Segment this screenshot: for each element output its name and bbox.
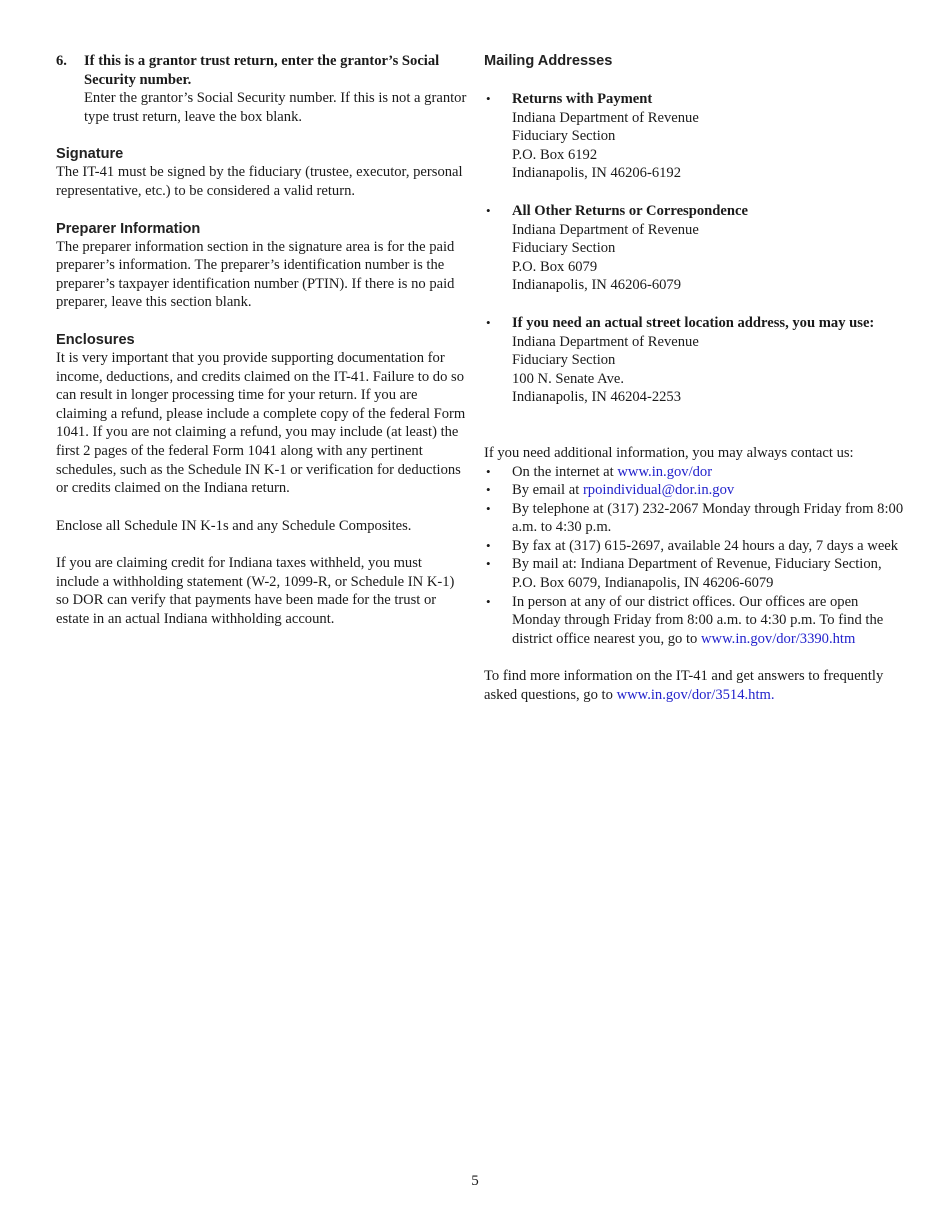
- bullet: •: [486, 91, 491, 106]
- contact-email-text: By email at: [512, 482, 583, 499]
- preparer-body: The preparer information section in the signature area is for the paid preparer’s information. The preparer’s identification number is the preparer’s taxpayer identification number (PTIN). If there is no paid preparer, leave this section blank.: [56, 238, 455, 311]
- address-line: Indianapolis, IN 46206-6079: [512, 277, 682, 294]
- address-line: 100 N. Senate Ave.: [512, 370, 624, 387]
- address-line: Fiduciary Section: [512, 240, 616, 257]
- address-list: [484, 90, 904, 407]
- contact-mail-text: By mail at: Indiana Department of Revenue, Fiduciary Section, P.O. Box 6079, Indianapolis, IN 46206-6079: [512, 556, 882, 592]
- bullet: •: [486, 463, 491, 479]
- contact-in-person: [484, 593, 904, 649]
- signature-heading: Signature: [56, 146, 124, 163]
- contact-fax: [484, 537, 904, 556]
- item-number: 6.: [56, 53, 67, 69]
- address-title: All Other Returns or Correspondence: [512, 202, 748, 219]
- faq-link[interactable]: www.in.gov/dor/3514.htm.: [616, 687, 775, 704]
- more-info: [484, 667, 904, 704]
- address-line: P.O. Box 6192: [512, 146, 598, 163]
- contact-intro: If you need additional information, you may always contact us:: [484, 444, 854, 461]
- address-line: Fiduciary Section: [512, 352, 616, 369]
- contact-mail: [484, 555, 904, 592]
- bullet: •: [486, 537, 491, 553]
- page-number: 5: [471, 1173, 479, 1189]
- item-6-heading: If this is a grantor trust return, enter the grantor’s Social Security number.: [84, 53, 440, 88]
- contact-list: [484, 463, 904, 649]
- left-column: [56, 52, 468, 629]
- address-other-returns: [484, 202, 904, 295]
- bullet: •: [486, 202, 491, 218]
- address-street-location: [484, 314, 904, 407]
- address-line: Indianapolis, IN 46206-6192: [512, 165, 682, 182]
- address-returns-with-payment: [484, 90, 904, 183]
- address-line: Fiduciary Section: [512, 128, 616, 145]
- bullet: •: [486, 593, 491, 609]
- dor-website-link[interactable]: www.in.gov/dor: [617, 463, 713, 480]
- address-line: Indiana Department of Revenue: [512, 221, 699, 238]
- mailing-addresses-heading: Mailing Addresses: [484, 53, 613, 69]
- district-offices-link[interactable]: www.in.gov/dor/3390.htm: [701, 630, 856, 647]
- contact-internet-text: On the internet at: [512, 463, 618, 480]
- contact-internet: [484, 463, 904, 482]
- signature-section: [56, 145, 468, 200]
- address-line: Indianapolis, IN 46204-2253: [512, 389, 682, 406]
- enclosures-section: [56, 331, 468, 629]
- address-line: P.O. Box 6079: [512, 258, 598, 275]
- item-6-grantor-ssn: [56, 52, 468, 126]
- bullet: •: [486, 556, 491, 572]
- right-column: [484, 52, 904, 705]
- more-info-text: To find more information on the IT-41 and get answers to frequently asked questions, go to: [484, 668, 884, 704]
- address-line: Indiana Department of Revenue: [512, 109, 699, 126]
- address-line: Indiana Department of Revenue: [512, 333, 699, 350]
- bullet: •: [486, 500, 491, 516]
- email-link[interactable]: rpoindividual@dor.in.gov: [582, 482, 735, 499]
- contact-telephone: [484, 500, 904, 537]
- contact-telephone-text: By telephone at (317) 232-2067 Monday through Friday from 8:00 a.m. to 4:30 p.m.: [512, 500, 904, 536]
- item-6-body: Enter the grantor’s Social Security number. If this is not a grantor type trust return, leave the box blank.: [84, 90, 467, 125]
- enclosures-paragraph-3: If you are claiming credit for Indiana taxes withheld, you must include a withholding statement (W-2, 1099-R, or Schedule IN K-1) so DOR can verify that payments have been made for the trust or estate in an actual Indiana withholding account.: [56, 555, 455, 628]
- preparer-heading: Preparer Information: [56, 220, 201, 237]
- preparer-section: [56, 220, 468, 312]
- enclosures-heading: Enclosures: [56, 331, 135, 348]
- address-title: Returns with Payment: [512, 91, 653, 107]
- address-title: If you need an actual street location address, you may use:: [512, 314, 875, 331]
- contact-in-person-text: In person at any of our district offices. Our offices are open Monday through Friday from 8:00 a.m. to 4:30 p.m. To find the district office nearest you, go to: [512, 593, 884, 647]
- contact-fax-text: By fax at (317) 615-2697, available 24 hours a day, 7 days a week: [512, 537, 899, 554]
- enclosures-paragraph-1: It is very important that you provide supporting documentation for income, deductions, and credits claimed on the IT-41. Failure to do so can result in longer processing time for your return. If you are claiming a refund, please include a complete copy of the federal Form 1041. If you are not claiming a refund, you may include (at least) the first 2 pages of the federal Form 1041 along with any pertinent schedules, such as the Schedule IN K-1 or verification for deductions or credits claimed on the Indiana return.: [56, 349, 466, 497]
- bullet: •: [486, 314, 491, 330]
- contact-email: [484, 481, 904, 500]
- bullet: •: [486, 482, 491, 498]
- signature-body: The IT-41 must be signed by the fiduciary (trustee, executor, personal representative, etc.) to be considered a valid return.: [56, 164, 463, 199]
- enclosures-paragraph-2: Enclose all Schedule IN K-1s and any Schedule Composites.: [56, 517, 412, 534]
